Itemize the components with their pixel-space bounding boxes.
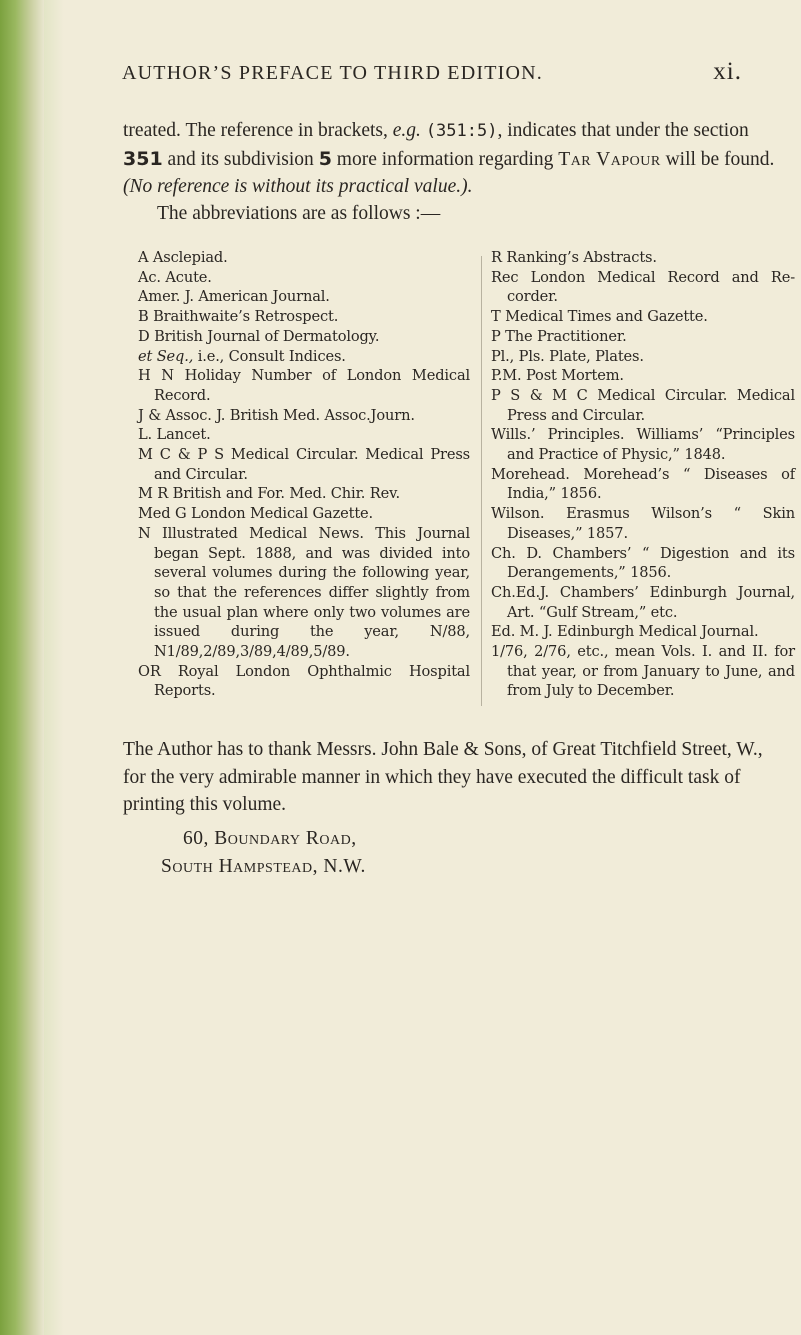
abbreviation-entry — [138, 307, 470, 327]
abbreviation-meaning: London Medical Gazette. — [190, 505, 374, 523]
abbreviation-entry — [491, 307, 795, 327]
intro-text-6: will be found. — [660, 148, 775, 170]
abbreviation-key: M R — [138, 485, 169, 503]
address-line-2: South Hampstead, N.W. — [161, 855, 366, 877]
intro-text-4: and its subdivision — [162, 148, 319, 170]
abbreviation-meaning: British Journal of Dermatology. — [154, 327, 380, 345]
abbreviation-key: Amer. J. — [138, 288, 194, 306]
abbreviation-key: Rec — [491, 268, 519, 286]
abbreviation-meaning: Chambers’ “ Digestion and its Derangements,” 1856. — [507, 544, 795, 582]
abbreviations-left-column — [138, 248, 470, 701]
abbreviation-entry — [138, 504, 470, 524]
abbreviation-entry — [491, 622, 795, 642]
intro-text-1: treated. The reference in brackets, — [123, 120, 393, 141]
abbreviation-meaning: Medical Circular. Medical Press and Circular. — [154, 446, 470, 483]
abbreviation-entry — [138, 347, 470, 367]
abbreviation-entry — [491, 366, 795, 386]
abbreviation-meaning: Chambers’ Edinburgh Journal, Art. “Gulf Stream,” etc. — [507, 583, 795, 621]
abbreviation-entry — [138, 248, 470, 268]
abbreviation-entry — [491, 268, 795, 307]
abbreviation-meaning: Post Mortem. — [525, 367, 624, 385]
abbreviation-entry — [138, 268, 470, 288]
abbreviation-entry — [138, 524, 470, 662]
abbreviations-right-column — [491, 248, 795, 701]
abbreviation-entry — [138, 406, 470, 426]
abbreviation-meaning: Royal London Ophthalmic Hospital Reports. — [154, 662, 471, 700]
abbreviation-entry — [138, 484, 470, 504]
abbreviation-meaning: mean Vols. I. and II. for that year, or from January to June, and from July to December. — [507, 643, 795, 700]
abbreviation-key: P.M. — [491, 367, 522, 385]
abbreviation-key: J & Assoc. J. — [138, 406, 226, 424]
abbreviation-entry — [491, 504, 795, 543]
abbreviation-key: Wills.’ — [491, 426, 536, 444]
intro-italic-note: (No reference is without its practical value.). — [123, 176, 473, 197]
abbreviation-key: et Seq., — [138, 347, 194, 365]
abbreviation-meaning: London Medical Record and Re-corder. — [507, 268, 796, 306]
intro-section-number: 351 — [123, 147, 163, 170]
abbreviation-meaning: Acute. — [165, 268, 212, 286]
abbreviation-meaning: i.e., Consult Indices. — [197, 347, 346, 365]
abbreviation-entry — [138, 662, 470, 701]
abbreviation-key: B — [138, 308, 149, 326]
abbreviation-key: R — [491, 249, 502, 266]
abbreviation-meaning: Erasmus Wilson’s “ Skin Diseases,” 1857. — [507, 505, 795, 542]
abbreviation-key: P — [491, 327, 501, 345]
abbreviation-key: Wilson. — [491, 505, 545, 523]
abbreviation-entry — [491, 642, 795, 701]
abbreviation-key: Med G — [138, 505, 187, 523]
abbreviation-meaning: Plate, Plates. — [549, 347, 644, 365]
abbreviation-entry — [491, 327, 795, 347]
abbreviation-key: P S & M C — [491, 386, 588, 404]
abbreviation-key: OR — [138, 662, 161, 680]
abbreviation-meaning: Principles. Williams’ “Principles and Practice of Physic,” 1848. — [507, 426, 795, 464]
abbreviation-key: Ed. M. J. — [491, 623, 553, 641]
abbreviation-meaning: Asclepiad. — [152, 249, 228, 266]
address-block — [161, 825, 366, 880]
intro-subdivision-number: 5 — [318, 147, 332, 170]
abbreviation-meaning: British Med. Assoc.Journ. — [229, 406, 415, 424]
abbreviation-key: Ch. D. — [491, 544, 542, 562]
abbreviation-meaning: Illustrated Medical News. This Journal began Sept. 1888, and was divided into several volumes during the following year, so that the references differ slightly from the usual plan where only two volumes are issued during the year, N/88, N1/89,2/89,3/89,4/89,5/89. — [154, 524, 470, 661]
abbreviation-meaning: Ranking’s Abstracts. — [506, 249, 657, 266]
abbreviation-entry — [138, 445, 470, 484]
abbreviation-entry — [491, 425, 795, 464]
running-head — [62, 58, 742, 92]
running-head-title: AUTHOR’S PREFACE TO THIRD EDITION. — [122, 62, 543, 84]
intro-term: Tar Vapour — [558, 148, 661, 170]
abbreviation-entry — [491, 544, 795, 583]
abbreviation-meaning: British and For. Med. Chir. Rev. — [172, 485, 400, 503]
abbreviation-entry — [491, 347, 795, 367]
abbreviation-key: H N — [138, 367, 174, 385]
abbreviation-key: Pl., Pls. — [491, 347, 545, 365]
abbreviation-entry — [491, 386, 795, 425]
abbreviation-meaning: Edinburgh Medical Journal. — [557, 623, 759, 641]
intro-eg: e.g. — [392, 120, 421, 141]
abbreviation-entry — [138, 287, 470, 307]
abbreviation-meaning: American Journal. — [198, 288, 330, 306]
intro-text-5: more information regarding — [331, 148, 559, 170]
binding-gutter — [0, 0, 44, 1335]
abbreviation-entry — [138, 327, 470, 347]
abbreviation-meaning: Morehead’s “ Diseases of India,” 1856. — [507, 465, 795, 503]
abbreviation-meaning: Medical Times and Gazette. — [505, 308, 708, 326]
abbreviation-key: Ac. — [138, 268, 161, 286]
abbreviation-meaning: Braithwaite’s Retrospect. — [153, 308, 339, 326]
abbreviation-key: 1/76, 2/76, etc., — [491, 643, 609, 661]
abbreviation-meaning: The Practitioner. — [505, 327, 627, 345]
abbreviation-key: Ch.Ed.J. — [491, 583, 549, 601]
abbreviation-meaning: Medical Circular. Medical Press and Circular. — [507, 386, 795, 424]
intro-example-ref: (351:5) — [425, 121, 498, 141]
abbreviation-entry — [491, 583, 795, 622]
abbreviation-entry — [138, 366, 470, 405]
intro-paragraph — [123, 117, 778, 201]
abbreviation-key: M C & P S — [138, 446, 224, 464]
abbreviation-meaning: Holiday Number of London Medical Record. — [154, 367, 471, 404]
abbreviations-heading: The abbreviations are as follows :— — [157, 203, 441, 224]
abbreviation-entry — [138, 425, 470, 445]
abbreviation-key: D — [138, 327, 150, 345]
abbreviation-meaning: Lancet. — [156, 426, 211, 444]
abbreviation-key: T — [491, 308, 501, 326]
abbreviation-key: A — [138, 249, 149, 266]
column-divider — [481, 256, 482, 706]
abbreviation-key: L. — [138, 426, 153, 444]
abbreviation-entry — [491, 248, 795, 268]
abbreviation-key: Morehead. — [491, 465, 570, 483]
address-line-1: 60, Boundary Road, — [183, 828, 357, 849]
closing-paragraph: The Author has to thank Messrs. John Bale & Sons, of Great Titchfield Street, W., for the very admirable manner in which they have executed the difficult task of printing this volume. — [123, 739, 763, 816]
page-number: xi. — [713, 58, 742, 85]
intro-text-3: , indicates that under the section — [497, 120, 749, 141]
abbreviation-key: N — [138, 524, 151, 542]
abbreviation-entry — [491, 465, 795, 504]
